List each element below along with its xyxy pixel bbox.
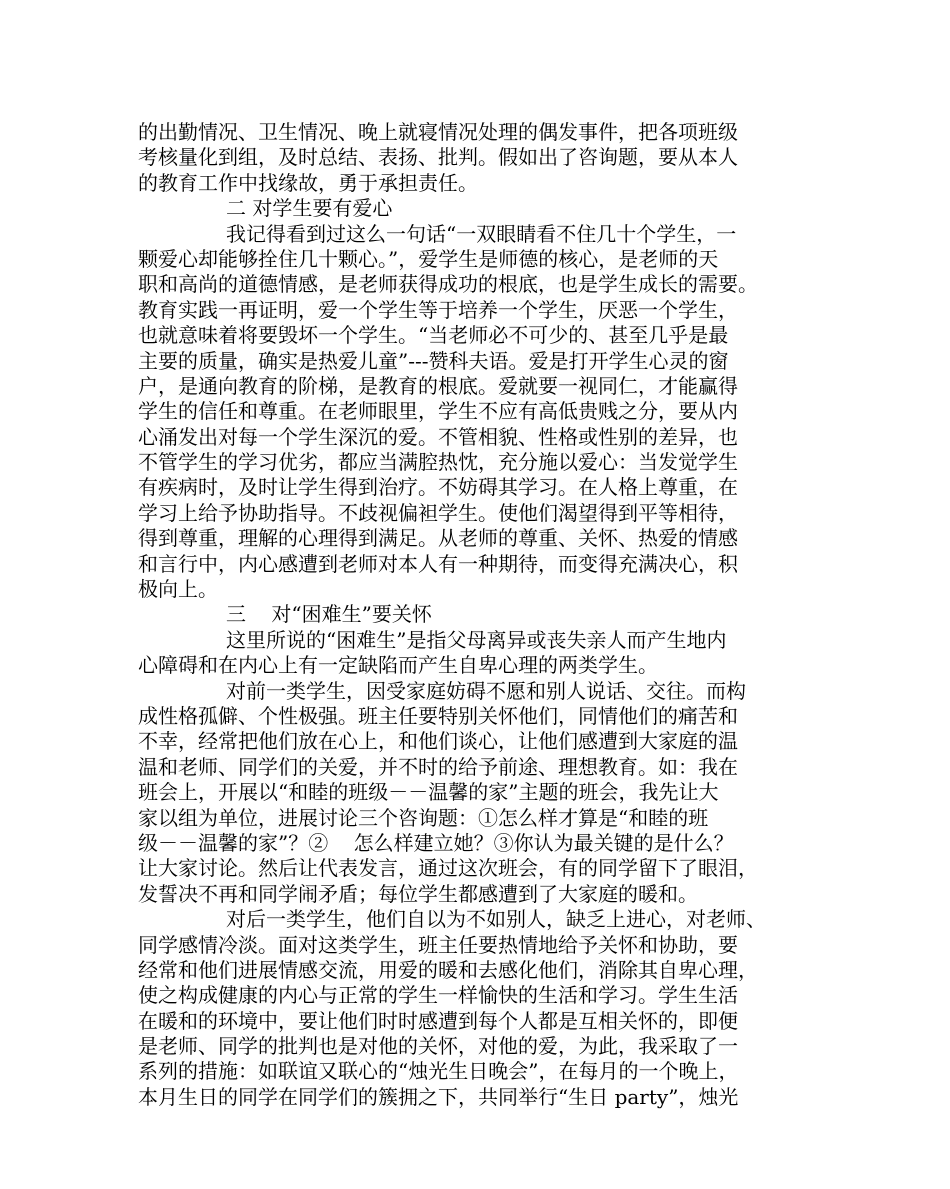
text-line: 在暖和的环境中，要让他们时时感遭到每个人都是互相关怀的，即便 (138, 1008, 738, 1033)
text-line: 学习上给予协助指导。不歧视偏袒学生。使他们渴望得到平等相待， (138, 500, 738, 525)
text-line: 经常和他们进展情感交流，用爱的暖和去感化他们，消除其自卑心理， (138, 957, 758, 982)
text-line: 使之构成健康的内心与正常的学生一样愉快的生活和学习。学生生活 (138, 983, 738, 1008)
text-line: 成性格孤僻、个性极强。班主任要特别关怀他们，同情他们的痛苦和 (138, 703, 738, 728)
text-line: 得到尊重，理解的心理得到满足。从老师的尊重、关怀、热爱的情感 (138, 526, 738, 551)
text-line: 不幸，经常把他们放在心上，和他们谈心，让他们感遭到大家庭的温 (138, 729, 738, 754)
text-line: 教育实践一再证明，爱一个学生等于培养一个学生，厌恶一个学生， (138, 297, 738, 322)
text-line: 的出勤情况、卫生情况、晚上就寝情况处理的偶发事件，把各项班级 (138, 120, 738, 144)
text-line: 和言行中，内心感遭到老师对本人有一种期待，而变得充满决心，积 (138, 551, 738, 576)
text-line: 我记得看到过这么一句话“一双眼睛看不住几十个学生，一 (226, 221, 737, 246)
text-line: 是老师、同学的批判也是对他的关怀，对他的爱，为此，我采取了一 (138, 1034, 738, 1059)
text-line: 主要的质量，确实是热爱儿童”---赞科夫语。爱是打开学生心灵的窗 (138, 348, 729, 373)
text-line: 二 对学生要有爱心 (226, 196, 393, 221)
text-line: 发誓决不再和同学闹矛盾；每位学生都感遭到了大家庭的暖和。 (138, 881, 698, 906)
text-line: 户，是通向教育的阶梯，是教育的根底。爱就要一视同仁，才能赢得 (138, 373, 738, 398)
text-line: 对后一类学生，他们自以为不如别人，缺乏上进心，对老师、 (226, 907, 766, 932)
text-line: 也就意味着将要毁坏一个学生。“当老师必不可少的、甚至几乎是最 (138, 323, 729, 348)
text-line: 级－－温馨的家”？② 怎么样建立她？③你认为最关键的是什么？ (138, 830, 734, 855)
document-body (138, 120, 828, 1110)
text-line: 这里所说的“困难生”是指父母离异或丧失亲人而产生地内 (226, 627, 727, 652)
text-line: 同学感情冷淡。面对这类学生，班主任要热情地给予关怀和协助，要 (138, 932, 738, 957)
text-line: 三 对“困难生”要关怀 (226, 602, 432, 627)
text-line: 考核量化到组，及时总结、表扬、批判。假如出了咨询题，要从本人 (138, 145, 738, 170)
text-line: 本月生日的同学在同学们的簇拥之下，共同举行“生日 party”，烛光 (138, 1084, 739, 1109)
text-line: 不管学生的学习优劣，都应当满腔热忱，充分施以爱心：当发觉学生 (138, 450, 738, 475)
text-line: 的教育工作中找缘故，勇于承担责任。 (138, 170, 478, 195)
text-line: 极向上。 (138, 577, 218, 602)
text-line: 班会上，开展以“和睦的班级－－温馨的家”主题的班会，我先让大 (138, 780, 719, 805)
text-line: 心涌发出对每一个学生深沉的爱。不管相貌、性格或性别的差异，也 (138, 424, 738, 449)
text-line: 职和高尚的道德情感，是老师获得成功的根底，也是学生成长的需要。 (138, 272, 758, 297)
text-line: 心障碍和在内心上有一定缺陷而产生自卑心理的两类学生。 (138, 653, 658, 678)
text-line: 学生的信任和尊重。在老师眼里，学生不应有高低贵贱之分，要从内 (138, 399, 738, 424)
text-line: 颗爱心却能够拴住几十颗心。”，爱学生是师德的核心，是老师的天 (138, 246, 719, 271)
text-line: 温和老师、同学们的关爱，并不时的给予前途、理想教育。如：我在 (138, 754, 738, 779)
text-line: 家以组为单位，进展讨论三个咨询题：①怎么样才算是“和睦的班 (138, 805, 709, 830)
text-line: 让大家讨论。然后让代表发言，通过这次班会，有的同学留下了眼泪， (138, 856, 758, 881)
text-line: 对前一类学生，因受家庭妨碍不愿和别人说话、交往。而构 (226, 678, 746, 703)
text-line: 有疾病时，及时让学生得到治疗。不妨碍其学习。在人格上尊重，在 (138, 475, 738, 500)
text-line: 系列的措施：如联谊又联心的“烛光生日晚会”，在每月的一个晚上， (138, 1059, 739, 1084)
